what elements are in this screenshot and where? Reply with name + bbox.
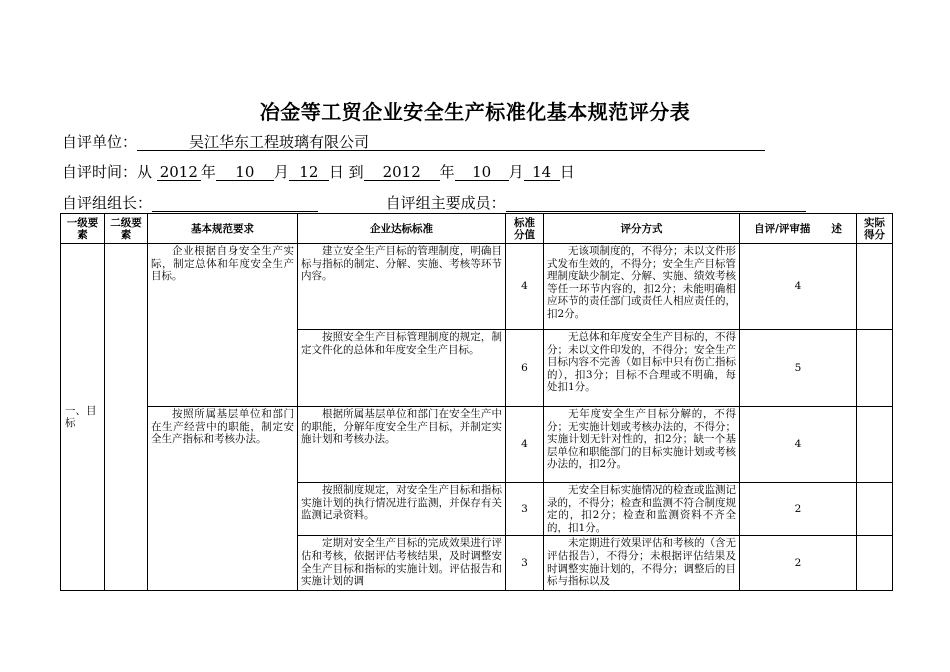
end-day: 14 <box>524 164 560 181</box>
standard-text: 定期对安全生产目标的完成效果进行评估和考核，依据评估考核结果，及时调整安全生产目标和指标的实施计划。评估报告和实施计划的调 <box>301 537 502 588</box>
self-score-cell: 2 <box>740 483 857 536</box>
method-text: 未定期进行效果评估和考核的（含无评估报告），不得分；未根据评估结果及时调整实施计划的，不得分；调整后的目标与指标以及 <box>547 537 736 588</box>
group-line <box>62 192 806 213</box>
basic-requirement-2: 按照所属基层单位和部门在生产经营中的职能，制定安全生产指标和考核办法。 <box>148 407 298 591</box>
self-score-cell: 5 <box>740 330 857 407</box>
actual-score-cell <box>857 483 893 536</box>
end-month: 10 <box>455 164 509 181</box>
actual-score-cell <box>857 330 893 407</box>
table-header-row <box>61 214 893 244</box>
standard-cell: 根据所属基层单位和部门在安全生产中的职能，分解年度安全生产目标，并制定实施计划和考核办法。 <box>298 407 506 483</box>
start-day: 12 <box>289 164 329 181</box>
actual-score-cell <box>857 536 893 591</box>
day-word-2: 日 <box>559 163 575 181</box>
actual-score-cell <box>857 244 893 330</box>
unit-line <box>62 131 765 152</box>
level2-cell <box>105 244 148 591</box>
standard-cell: 按照制度规定，对安全生产目标和指标实施计划的执行情况进行监测，并保存有关监测记录资料。 <box>298 483 506 536</box>
self-score-cell: 4 <box>740 407 857 483</box>
unit-value: 吴江华东工程玻璃有限公司 <box>189 133 370 151</box>
header-self: 自评/评审描 述 <box>740 214 857 244</box>
time-line <box>62 161 575 182</box>
group-leader-field <box>152 195 318 212</box>
standard-cell <box>298 536 506 591</box>
standard-cell: 建立安全生产目标的管理制度，明确目标与指标的制定、分解、实施、考核等环节内容。 <box>298 244 506 330</box>
header-level1: 一级要素 <box>61 214 105 244</box>
score-cell: 4 <box>506 244 544 330</box>
header-actual: 实际得分 <box>857 214 893 244</box>
score-cell: 3 <box>506 483 544 536</box>
time-label: 自评时间： <box>62 163 138 181</box>
standard-cell: 按照安全生产目标管理制度的规定，制定文件化的总体和年度安全生产目标。 <box>298 330 506 407</box>
time-from: 从 <box>137 163 153 181</box>
year-word-2: 年 <box>439 163 455 181</box>
day-word: 日 <box>328 163 344 181</box>
header-basic: 基本规范要求 <box>148 214 298 244</box>
self-score-cell: 4 <box>740 244 857 330</box>
start-month: 10 <box>216 164 274 181</box>
group-members-field <box>506 195 806 212</box>
header-standard: 企业达标标准 <box>298 214 506 244</box>
table-row <box>61 407 893 483</box>
group-members-label: 自评组主要成员： <box>385 194 506 212</box>
unit-label: 自评单位： <box>62 133 138 151</box>
method-cell: 无安全目标实施情况的检查或监测记录的，不得分；检查和监测不符合制度规定的，扣2分；检查和监测资料不齐全的，扣1分。 <box>544 483 740 536</box>
header-method: 评分方式 <box>544 214 740 244</box>
method-cell: 无年度安全生产目标分解的，不得分；无实施计划或考核办法的，不得分；实施计划无针对性的，扣2分；缺一个基层单位和职能部门的目标实施计划或考核办法的，扣2分。 <box>544 407 740 483</box>
method-cell: 无该项制度的，不得分；未以文件形式发布生效的，不得分；安全生产目标管理制度缺少制定、分解、实施、绩效考核等任一环节内容的，扣2分；未能明确相应环节的责任部门或责任人相应责任的，扣2分。 <box>544 244 740 330</box>
method-cell: 无总体和年度安全生产目标的，不得分；未以文件印发的，不得分；安全生产目标内容不完善（如目标中只有伤亡指标的），扣3分；目标不合理或不明确，每处扣1分。 <box>544 330 740 407</box>
time-to: 到 <box>348 163 364 181</box>
table-row <box>61 244 893 330</box>
basic-requirement-1: 企业根据自身安全生产实际，制定总体和年度安全生产目标。 <box>148 244 298 407</box>
header-score: 标准分值 <box>506 214 544 244</box>
actual-score-cell <box>857 407 893 483</box>
unit-field <box>137 134 765 151</box>
level1-cell: 一、目标 <box>61 244 105 591</box>
month-word-2: 月 <box>508 163 524 181</box>
header-level2: 二级要素 <box>105 214 148 244</box>
year-word: 年 <box>200 163 216 181</box>
group-leader-label: 自评组组长： <box>62 194 153 212</box>
score-cell: 4 <box>506 407 544 483</box>
method-cell <box>544 536 740 591</box>
start-year: 2012 <box>157 164 201 181</box>
page-title: 冶金等工贸企业安全生产标准化基本规范评分表 <box>259 100 691 124</box>
score-table <box>60 213 893 591</box>
end-year: 2012 <box>364 164 440 181</box>
self-score-cell: 2 <box>740 536 857 591</box>
month-word: 月 <box>273 163 289 181</box>
score-cell: 3 <box>506 536 544 591</box>
score-cell: 6 <box>506 330 544 407</box>
